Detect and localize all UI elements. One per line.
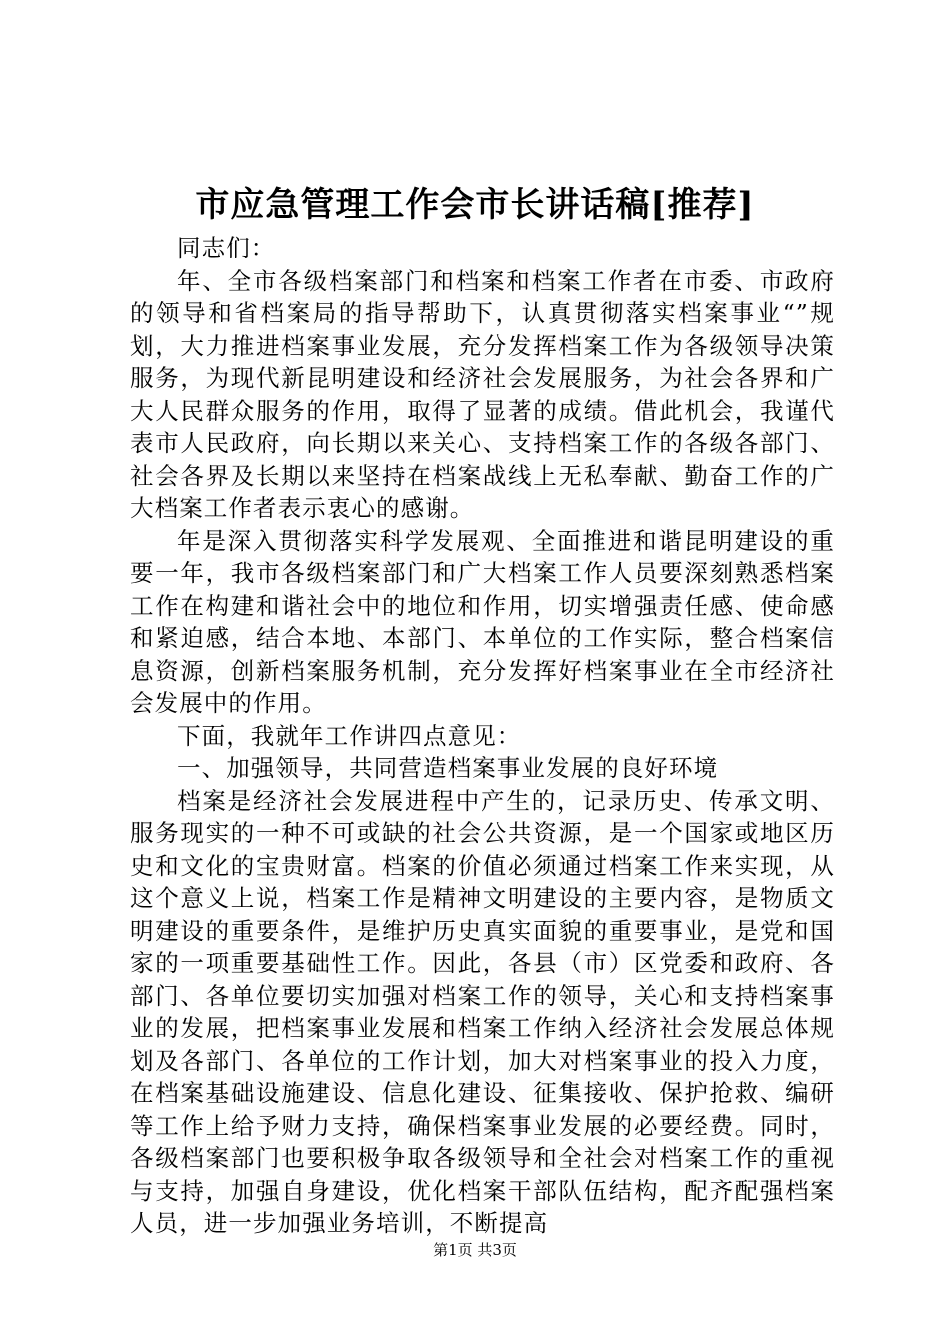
page-footer: 第1页 共3页 bbox=[433, 1241, 517, 1259]
paragraph-section-1: 档案是经济社会发展进程中产生的，记录历史、传承文明、服务现实的一种不可或缺的社会公共资源，是一个国家或地区历史和文化的宝贵财富。档案的价值必须通过档案工作来实现，从这个意义上说，档案工作是精神文明建设的主要内容，是物质文明建设的重要条件，是维护历史真实面貌的重要事业，是党和国家的一项重要基础性工作。因此，各县（市）区党委和政府、各部门、各单位要切实加强对档案工作的领导，关心和支持档案事业的发展，把档案事业发展和档案工作纳入经济社会发展总体规划及各部门、各单位的工作计划，加大对档案事业的投入力度，在档案基础设施建设、信息化建设、征集接收、保护抢救、编研等工作上给予财力支持，确保档案事业发展的必要经费。同时，各级档案部门也要积极争取各级领导和全社会对档案工作的重视与支持，加强自身建设，优化档案干部队伍结构，配齐配强档案人员，进一步加强业务培训，不断提高 bbox=[130, 786, 835, 1237]
section-heading-1: 一、加强领导，共同营造档案事业发展的良好环境 bbox=[177, 754, 719, 782]
paragraph-year-focus: 年是深入贯彻落实科学发展观、全面推进和谐昆明建设的重要一年，我市各级档案部门和广大档案工作人员要深刻熟悉档案工作在构建和谐社会中的地位和作用，切实增强责任感、使命感和紧迫感，结合本地、本部门、本单位的工作实际，整合档案信息资源，创新档案服务机制，充分发挥好档案事业在全市经济社会发展中的作用。 bbox=[130, 526, 835, 717]
paragraph-opinions-lead: 下面，我就年工作讲四点意见： bbox=[177, 721, 522, 750]
document-title: 市应急管理工作会市长讲话稿[推荐] bbox=[195, 185, 755, 225]
salutation: 同志们： bbox=[177, 234, 276, 262]
document-body bbox=[130, 232, 835, 1240]
paragraph-intro: 年、全市各级档案部门和档案和档案工作者在市委、市政府的领导和省档案局的指导帮助下，认真贯彻落实档案事业“”规划，大力推进档案事业发展，充分发挥档案工作为各级领导决策服务，为现代新昆明建设和经济社会发展服务，为社会各界和广大人民群众服务的作用，取得了显著的成绩。借此机会，我谨代表市人民政府，向长期以来关心、支持档案工作的各级各部门、社会各界及长期以来坚持在档案战线上无私奉献、勤奋工作的广大档案工作者表示衷心的感谢。 bbox=[130, 266, 835, 522]
